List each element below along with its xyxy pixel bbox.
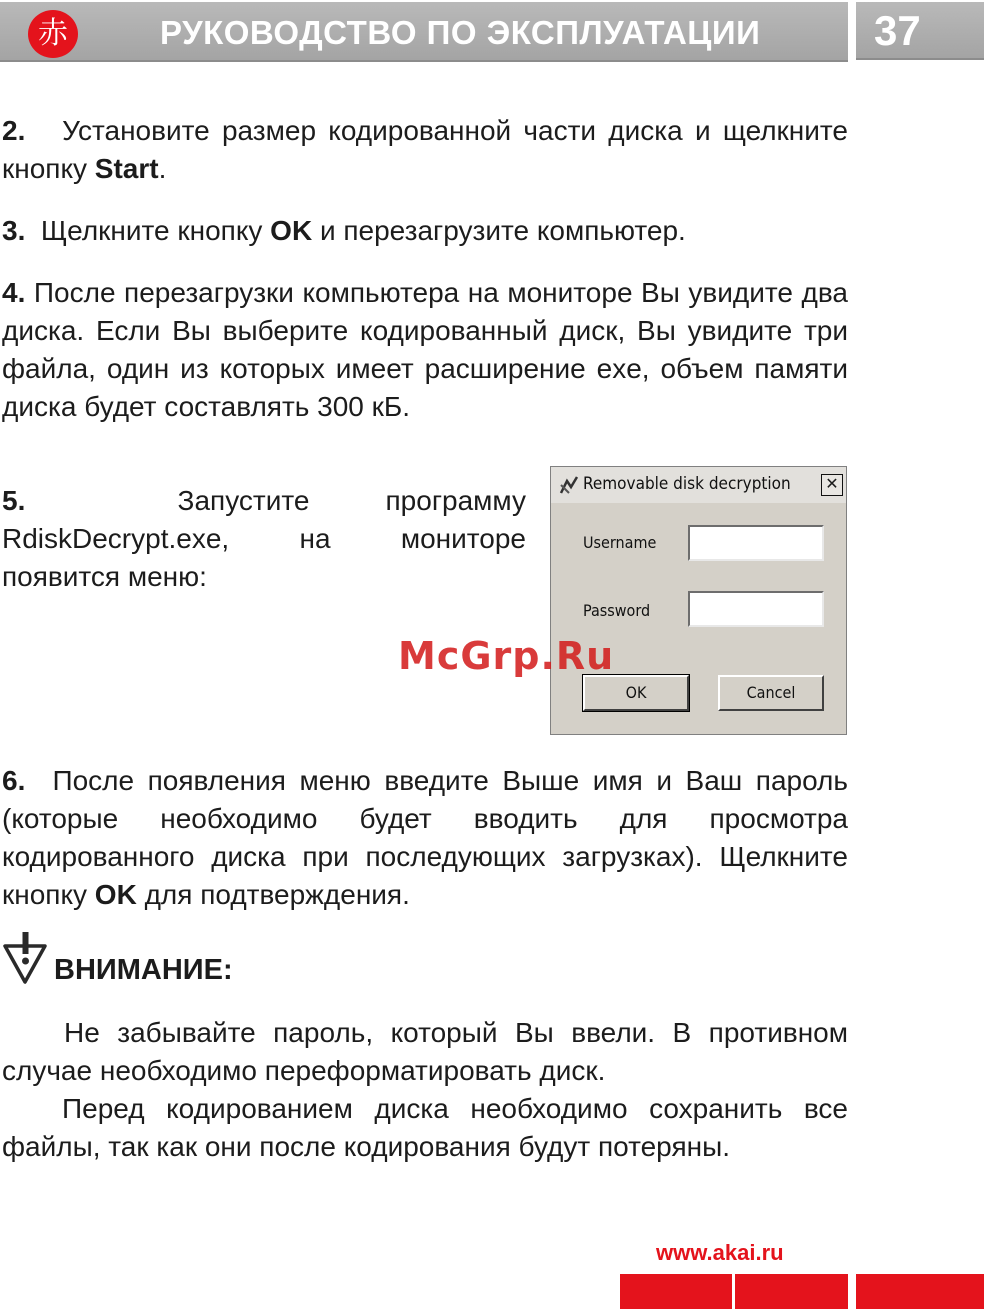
close-icon[interactable]: ✕ [821,474,843,496]
step-5 [2,482,526,596]
step-text: После перезагрузки компьютера на мониторе Вы увидите два диска. Если Вы выберите кодированный диск, Вы увидите три файла, один из которых имеет расширение exe, объем памяти диска будет составлять 300 кБ. [2,277,848,422]
footer-bar-right [856,1274,984,1309]
password-label: Password [583,601,651,620]
step-6 [2,762,848,914]
step-bold: OK [270,215,313,246]
step-4 [2,274,848,426]
step-text: Щелкните кнопку [40,215,271,246]
step-text-after: и перезагрузите компьютер. [312,215,686,246]
step-number: 6. [2,765,26,796]
warning-icon [2,932,48,986]
app-icon [557,473,581,497]
watermark: McGrp.Ru [398,634,615,678]
step-text: Запустите программу RdiskDecrypt.exe, на мониторе появится меню: [2,485,526,592]
step-number: 3. [2,215,26,246]
dialog-title: Removable disk decryption [583,474,791,494]
step-text: После появления меню введите Выше имя и Ваш пароль (которые необходимо будет вводить для просмотра кодированного диска при последующих загрузках). Щелкните кнопку [2,765,848,910]
page-number: 37 [856,2,984,60]
header-bar [0,2,848,62]
username-label: Username [583,533,657,552]
step-text-after: для подтверждения. [136,879,410,910]
warning-title: ВНИМАНИЕ: [54,954,233,986]
header-title: РУКОВОДСТВО ПО ЭКСПЛУАТАЦИИ [160,14,761,51]
step-number: 2. [2,115,26,146]
dialog-titlebar [551,467,846,503]
cancel-button[interactable]: Cancel [718,675,824,711]
step-2 [2,112,848,188]
warning-paragraph-1: Не забывайте пароль, который Вы ввели. В противном случае необходимо переформатировать диск. [2,1017,848,1086]
decryption-dialog [550,466,847,735]
warning-paragraph-2: Перед кодированием диска необходимо сохранить все файлы, так как они после кодирования будут потеряны. [2,1093,848,1162]
akai-logo: 赤 [28,10,78,58]
step-bold: Start [94,153,159,184]
username-input[interactable] [688,525,824,561]
step-text: Установите размер кодированной части диска и щелкните кнопку [2,115,848,184]
ok-button[interactable]: OK [583,675,689,711]
password-input[interactable] [688,591,824,627]
step-number: 5. [2,485,26,516]
step-text-after: . [158,153,167,184]
website-link[interactable]: www.akai.ru [656,1240,784,1265]
step-3 [2,212,848,250]
footer-bar-gap [732,1274,735,1309]
step-bold: OK [94,879,137,910]
step-number: 4. [2,277,26,308]
